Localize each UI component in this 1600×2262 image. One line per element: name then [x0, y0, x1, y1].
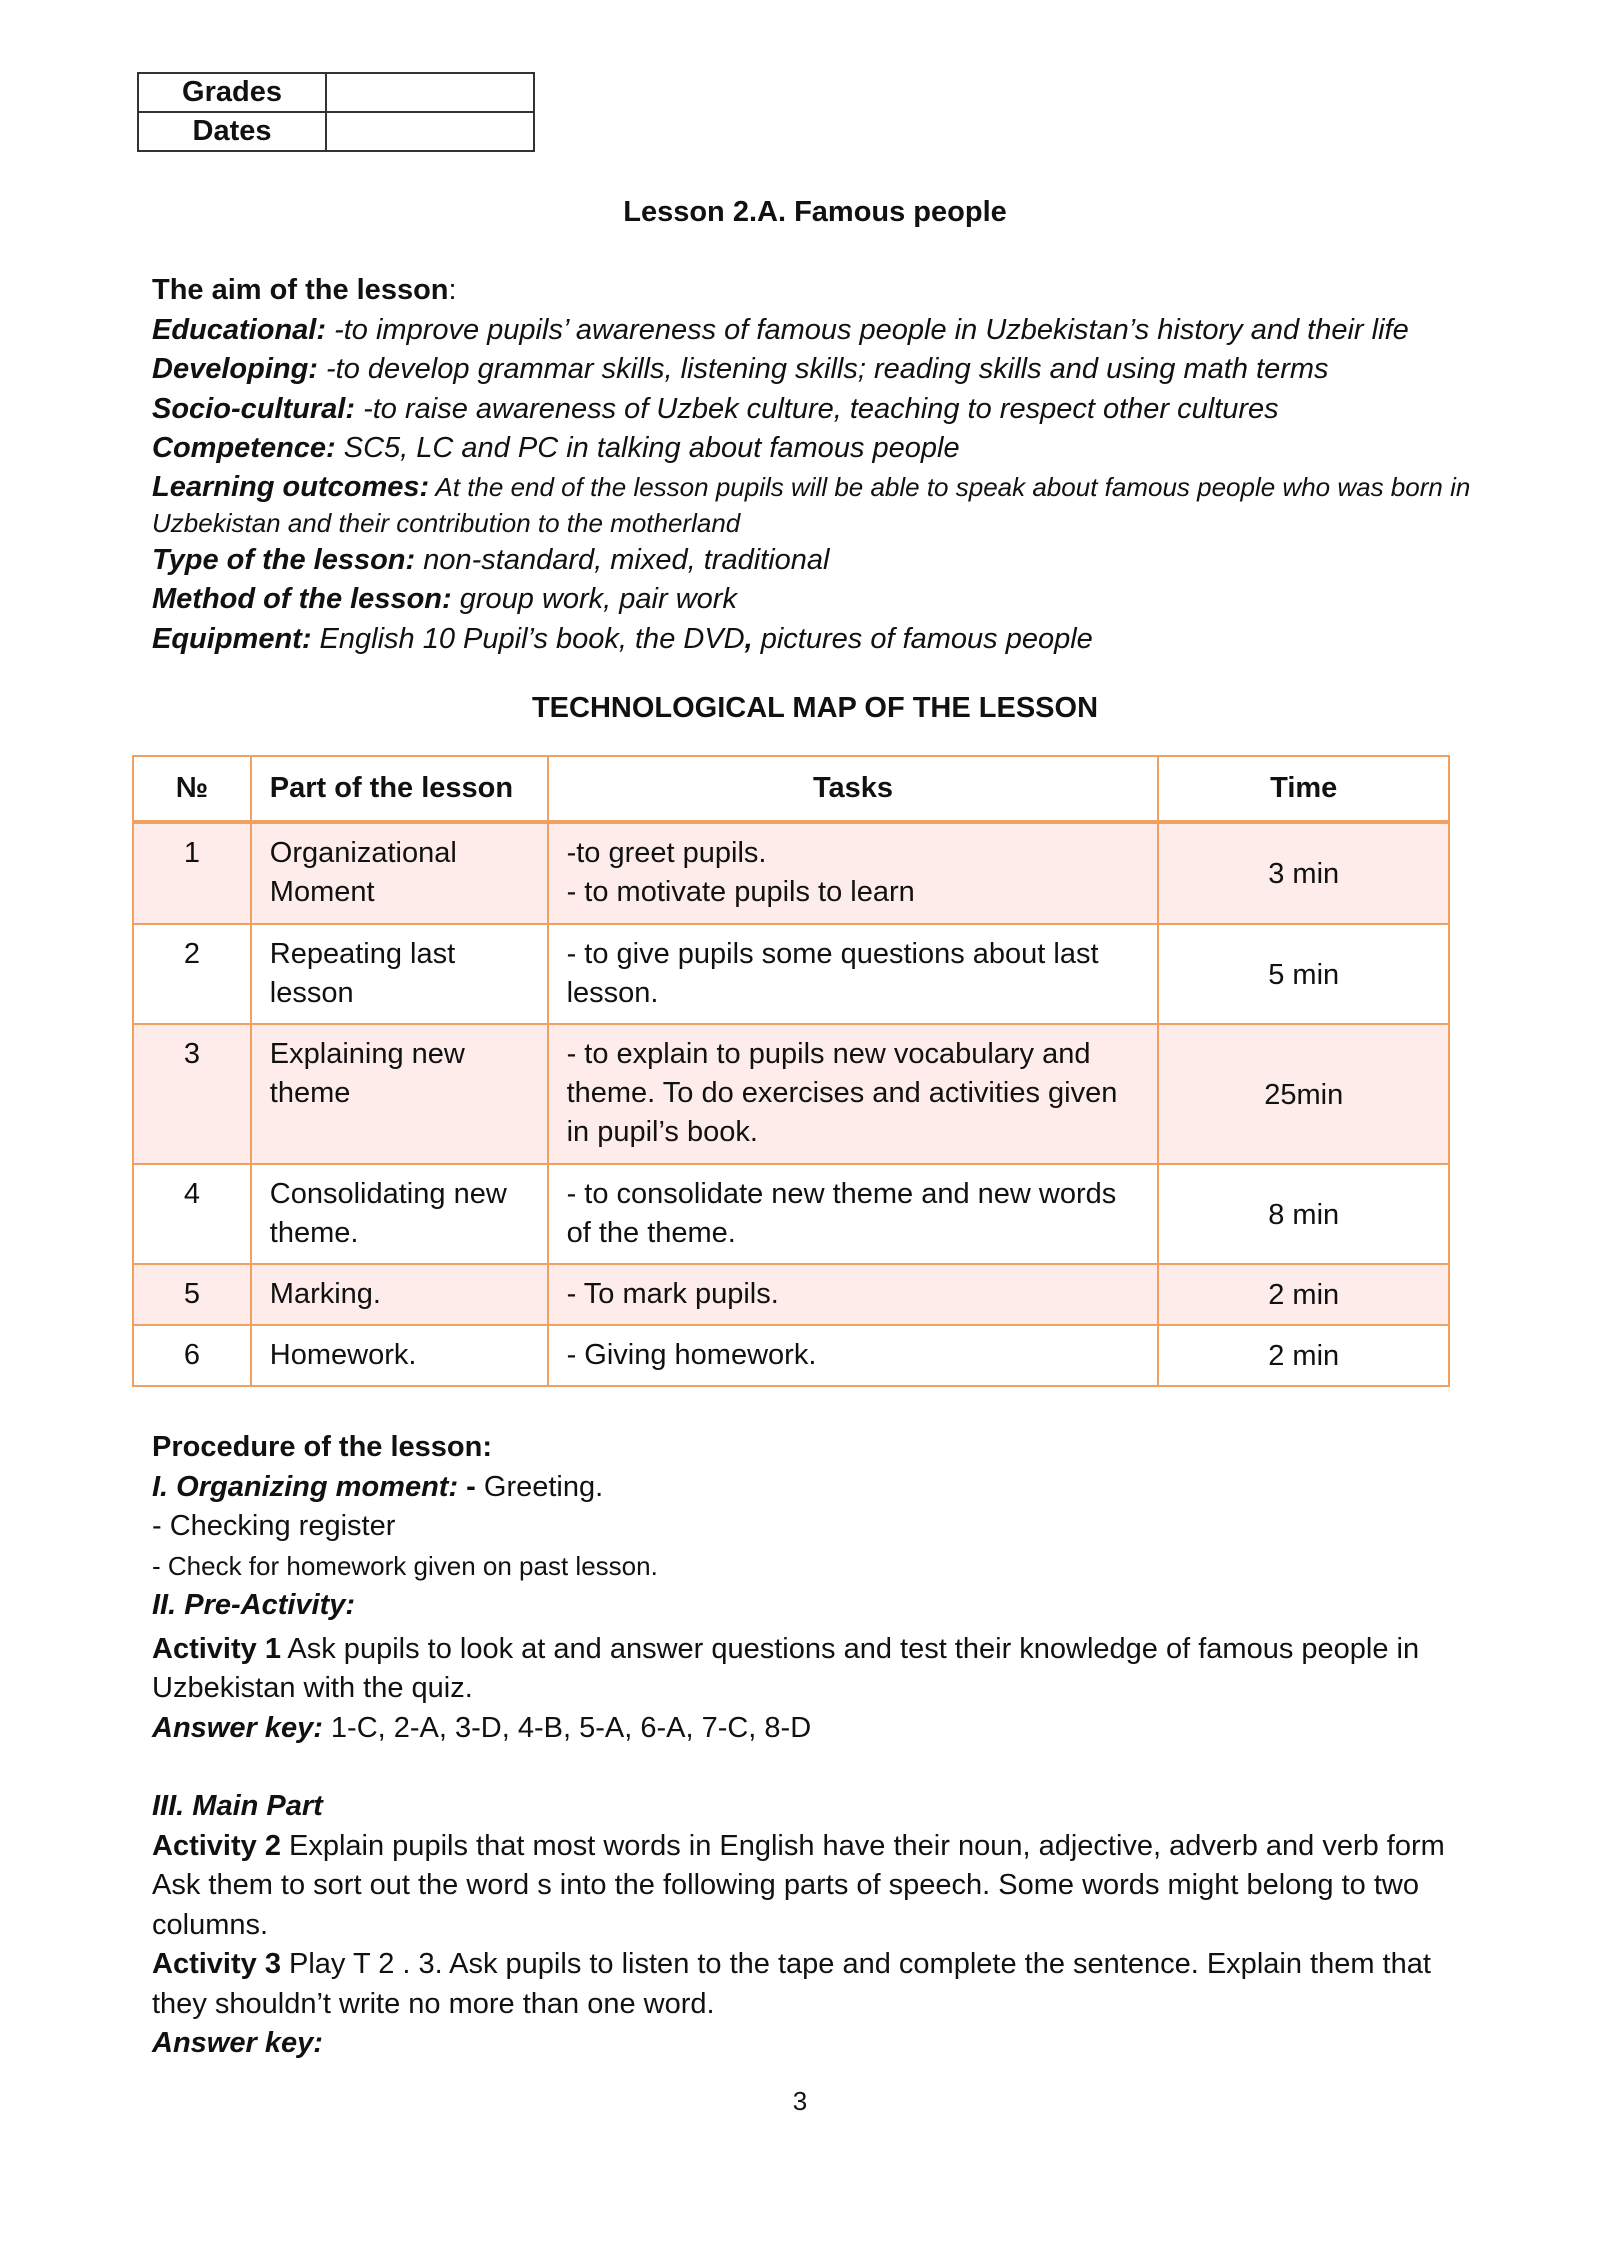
aims-heading-row — [152, 271, 1482, 311]
row-part: Explaining new theme — [251, 1024, 548, 1164]
aims-heading: The aim of the lesson — [152, 274, 449, 306]
outcomes-text: At the end of the lesson pupils will be able to speak about famous people who was born in Uzbekistan and their contribution to the motherland — [152, 471, 1471, 538]
type-label: Type of the lesson: — [152, 543, 416, 576]
dates-value-cell — [326, 112, 534, 151]
row-part: Repeating last lesson — [251, 924, 548, 1024]
pre-activity-row — [152, 1586, 1482, 1626]
row-number: 5 — [133, 1264, 251, 1325]
organizing-moment-text: Greeting. — [483, 1470, 604, 1503]
row-time: 25min — [1158, 1024, 1449, 1164]
map-title: TECHNOLOGICAL MAP OF THE LESSON — [531, 692, 1099, 724]
table-row — [133, 1325, 1449, 1386]
row-tasks: - To mark pupils. — [548, 1264, 1159, 1325]
method-row — [152, 580, 1482, 620]
activity-1-label: Activity 1 — [152, 1632, 281, 1665]
grades-value-cell — [326, 73, 534, 112]
type-row — [152, 541, 1482, 581]
row-part: Organizational Moment — [251, 822, 548, 924]
blank-line — [152, 1748, 1482, 1787]
activity-2-row — [152, 1827, 1482, 1946]
page-number: 3 — [792, 2086, 808, 2116]
header-tasks: Tasks — [548, 756, 1159, 822]
answer-key-2-label: Answer key: — [152, 2027, 323, 2059]
activity-3-label: Activity 3 — [152, 1948, 281, 1980]
answer-key-label: Answer key: — [152, 1711, 323, 1744]
developing-label: Developing: — [152, 353, 318, 385]
method-label: Method of the lesson: — [152, 583, 452, 615]
educational-row — [152, 311, 1482, 351]
row-time: 5 min — [1158, 924, 1449, 1024]
procedure-section — [152, 1428, 1482, 2064]
answer-key-2-row — [152, 2024, 1482, 2064]
lesson-aims — [152, 271, 1482, 659]
row-tasks: - to explain to pupils new vocabulary and theme. To do exercises and activities given in pupil’s book. — [548, 1024, 1159, 1164]
row-tasks: - Giving homework. — [548, 1325, 1159, 1386]
check-homework: - Check for homework given on past lesson. — [152, 1550, 658, 1581]
header-number: № — [133, 756, 251, 822]
equipment-row — [152, 620, 1482, 660]
row-number: 3 — [133, 1024, 251, 1164]
aims-heading-colon: : — [448, 274, 457, 306]
answer-key-row — [152, 1709, 1482, 1749]
organizing-moment-row — [152, 1468, 1482, 1508]
header-part: Part of the lesson — [251, 756, 548, 822]
sociocultural-text: -to raise awareness of Uzbek culture, teaching to respect other cultures — [355, 392, 1279, 425]
row-part: Consolidating new theme. — [251, 1164, 548, 1264]
equipment-text-1: English 10 Pupil’s book, the DVD — [311, 622, 745, 655]
row-number: 1 — [133, 822, 251, 924]
sociocultural-row — [152, 390, 1482, 430]
main-part-heading: III. Main Part — [152, 1790, 323, 1822]
equipment-text-2: pictures of famous people — [752, 622, 1093, 655]
row-time: 8 min — [1158, 1164, 1449, 1264]
dates-label: Dates — [138, 112, 326, 151]
developing-text: -to develop grammar skills, listening skills; reading skills and using math terms — [317, 353, 1329, 385]
answer-key-text: 1-C, 2-A, 3-D, 4-B, 5-A, 6-A, 7-C, 8-D — [322, 1711, 812, 1744]
row-tasks: - to give pupils some questions about last lesson. — [548, 924, 1159, 1024]
activity-2-text: Explain pupils that most words in English have their noun, adjective, adverb and verb form Ask them to sort out the word s into the following parts of speech. Some words might belong to two columns. — [152, 1829, 1445, 1941]
row-part: Marking. — [251, 1264, 548, 1325]
activity-1-row — [152, 1630, 1482, 1709]
educational-label: Educational: — [152, 313, 327, 346]
row-number: 6 — [133, 1325, 251, 1386]
checking-register: - Checking register — [152, 1510, 396, 1542]
procedure-heading-row — [152, 1428, 1482, 1468]
developing-row — [152, 350, 1482, 390]
table-row — [133, 822, 1449, 924]
grades-label: Grades — [138, 73, 326, 112]
row-part: Homework. — [251, 1325, 548, 1386]
lesson-title: Lesson 2.A. Famous people — [623, 196, 1007, 228]
outcomes-label: Learning outcomes: — [152, 470, 430, 503]
equipment-label: Equipment: — [152, 622, 312, 655]
method-text: group work, pair work — [451, 583, 737, 615]
table-header-row — [133, 756, 1449, 822]
activity-3-row — [152, 1945, 1482, 2024]
table-row — [133, 924, 1449, 1024]
table-row — [133, 1024, 1449, 1164]
row-time: 2 min — [1158, 1264, 1449, 1325]
activity-1-text: Ask pupils to look at and answer questions and test their knowledge of famous people in Uzbekistan with the quiz. — [152, 1632, 1420, 1704]
competence-label: Competence: — [152, 432, 336, 464]
type-text: non-standard, mixed, traditional — [415, 543, 830, 576]
activity-3-text: Play T 2 . 3. Ask pupils to listen to the tape and complete the sentence. Explain them that they shouldn’t write no more than one word. — [152, 1948, 1431, 2020]
row-number: 2 — [133, 924, 251, 1024]
outcomes-row — [152, 469, 1482, 541]
sociocultural-label: Socio-cultural: — [152, 392, 356, 425]
header-time: Time — [1158, 756, 1449, 822]
main-part-row — [152, 1787, 1482, 1827]
technological-map-table — [132, 755, 1450, 1387]
table-row — [133, 1264, 1449, 1325]
educational-text: -to improve pupils’ awareness of famous people in Uzbekistan’s history and their life — [326, 313, 1409, 346]
row-number: 4 — [133, 1164, 251, 1264]
row-tasks: -to greet pupils. - to motivate pupils to learn — [548, 822, 1159, 924]
competence-row — [152, 429, 1482, 469]
procedure-heading: Procedure of the lesson: — [152, 1431, 493, 1463]
organizing-moment-label: I. Organizing moment: — [152, 1470, 459, 1503]
organizing-moment-dash: - — [458, 1470, 484, 1503]
row-tasks: - to consolidate new theme and new words of the theme. — [548, 1164, 1159, 1264]
row-time: 3 min — [1158, 822, 1449, 924]
equipment-comma: , — [744, 622, 753, 655]
competence-text: SC5, LC and PC in talking about famous people — [335, 432, 960, 464]
activity-2-label: Activity 2 — [152, 1829, 281, 1862]
pre-activity-heading: II. Pre-Activity: — [152, 1589, 356, 1621]
row-time: 2 min — [1158, 1325, 1449, 1386]
grades-dates-table — [137, 72, 535, 152]
table-row — [133, 1164, 1449, 1264]
